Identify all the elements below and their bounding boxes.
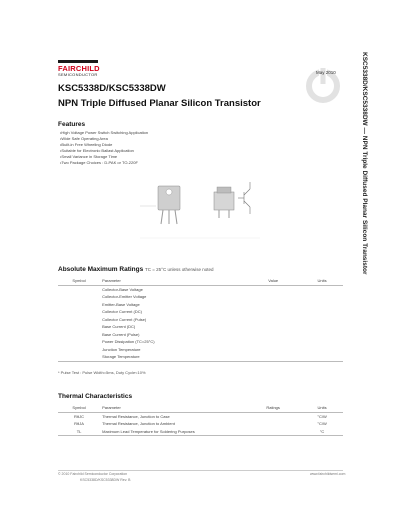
col-units: Units: [301, 277, 343, 285]
table-row: [58, 353, 343, 361]
cell-symbol: RθJC: [74, 413, 85, 419]
feature-item: • Two Package Choices : D-PAK or TO-220F: [60, 160, 148, 166]
cell-parameter: Emitter-Base Voltage: [102, 301, 140, 307]
col-ratings: Ratings: [245, 404, 301, 412]
cell-parameter: Collector-Emitter Voltage: [102, 294, 147, 300]
cell-symbol: [58, 353, 100, 361]
to220f-package-icon: [158, 186, 180, 224]
table-row: [58, 331, 343, 339]
cell-rating: [245, 428, 301, 436]
cell-symbol: RθJA: [74, 421, 84, 427]
cell-value: [245, 308, 301, 316]
cell-units: [301, 301, 343, 309]
part-numbers: KSC5338D/KSC5338DW: [58, 83, 166, 94]
cell-value: [245, 301, 301, 309]
side-title-text: KSC5338D/KSC5338DW — NPN Triple Diffused Planar Silicon Transistor: [361, 52, 368, 275]
cell-value: [245, 338, 301, 346]
table-header-row: [58, 277, 343, 285]
cell-units: [301, 285, 343, 293]
cell-units: [301, 293, 343, 301]
table-header-row: [58, 404, 343, 412]
table-row: [58, 420, 343, 428]
logo-bar: [58, 60, 98, 63]
cell-rating: [245, 420, 301, 428]
cell-units: [301, 308, 343, 316]
table-row: [58, 316, 343, 324]
abs-max-footnote: * Pulse Test : Pulse Width=5ms, Duty Cycle<10%: [58, 370, 146, 375]
logo-subtitle: SEMICONDUCTOR: [58, 72, 98, 77]
features-heading: Features: [58, 121, 86, 128]
table-row: [58, 323, 343, 331]
table-row: [58, 285, 343, 293]
table-row: [58, 301, 343, 309]
cell-value: [245, 331, 301, 339]
col-units: Units: [301, 404, 343, 412]
col-symbol: Symbol: [58, 277, 100, 285]
cell-units: °C: [301, 428, 343, 436]
cell-symbol: [58, 331, 100, 339]
cell-symbol: [58, 285, 100, 293]
dpak-package-icon: [214, 187, 234, 218]
cell-units: [301, 353, 343, 361]
cell-symbol: [58, 308, 100, 316]
abs-max-title: Absolute Maximum Ratings: [58, 266, 144, 273]
footer-revision: KSC5338D/KSC5338DW Rev. B: [80, 478, 131, 482]
features-list: [60, 130, 148, 166]
table-row: [58, 293, 343, 301]
npn-schematic-icon: [238, 182, 250, 214]
table-row: [58, 308, 343, 316]
col-value: Value: [245, 277, 301, 285]
feature-item: • Suitable for Electronic Ballast Application: [60, 148, 148, 154]
cell-symbol: TL: [58, 428, 100, 436]
cell-units: [301, 316, 343, 324]
abs-max-heading: [58, 266, 214, 273]
document-title: NPN Triple Diffused Planar Silicon Transistor: [58, 98, 261, 109]
cell-units: °C/W: [317, 413, 327, 419]
cell-value: [245, 316, 301, 324]
feature-item: • Built-in Free Wheeling Diode: [60, 142, 148, 148]
cell-parameter: Thermal Resistance, Junction to Ambient: [102, 421, 175, 427]
cell-parameter: Collector Current (DC): [102, 309, 142, 315]
release-date: May 2010: [316, 70, 336, 75]
cell-value: [245, 353, 301, 361]
feature-item: • High Voltage Power Switch Switching Application: [60, 130, 148, 136]
cell-symbol: [58, 323, 100, 331]
cell-parameter: Base Current (DC): [102, 324, 136, 330]
cell-symbol: [58, 338, 100, 346]
cell-parameter: Storage Temperature: [100, 353, 245, 361]
cell-parameter: Collector Current (Pulse): [102, 316, 147, 322]
table-row: [58, 428, 343, 436]
cell-units: [301, 338, 343, 346]
cell-units: [301, 331, 343, 339]
cell-units: [301, 323, 343, 331]
cell-units: [301, 346, 343, 354]
feature-item: • Wide Safe Operating Area: [60, 136, 148, 142]
abs-max-table: [58, 277, 343, 362]
thermal-heading: Thermal Characteristics: [58, 393, 133, 400]
thermal-table: [58, 404, 343, 436]
feature-item: • Small Variance in Storage Time: [60, 154, 148, 160]
abs-max-note: TC = 25°C unless otherwise noted: [145, 267, 214, 272]
cell-symbol: [58, 293, 100, 301]
cell-symbol: [58, 301, 100, 309]
cell-value: [245, 323, 301, 331]
col-parameter: Parameter: [100, 277, 245, 285]
cell-value: [245, 293, 301, 301]
col-symbol: Symbol: [58, 404, 100, 412]
package-drawings: [130, 178, 270, 250]
cell-parameter: Maximum Lead Temperature for Soldering Purposes: [100, 428, 245, 436]
side-title: [355, 52, 369, 352]
cell-units: °C/W: [317, 421, 327, 427]
cell-parameter: Thermal Resistance, Junction to Case: [102, 413, 170, 419]
cell-value: [245, 346, 301, 354]
cell-parameter: Power Dissipation (TC=25°C): [102, 339, 155, 345]
table-row: [58, 412, 343, 420]
footer-copyright: © 2010 Fairchild Semiconductor Corporation: [58, 472, 128, 476]
cell-parameter: Junction Temperature: [102, 346, 141, 352]
cell-symbol: [58, 316, 100, 324]
logo-name: FAIRCHILD: [58, 64, 100, 73]
table-row: [58, 346, 343, 354]
cell-rating: [245, 412, 301, 420]
table-row: [58, 338, 343, 346]
cell-parameter: Base Current (Pulse): [102, 331, 140, 337]
col-parameter: Parameter: [100, 404, 245, 412]
cell-value: [245, 285, 301, 293]
cell-symbol: [58, 346, 100, 354]
footer-website-link[interactable]: www.fairchildsemi.com: [310, 472, 346, 476]
footer-rule: [58, 470, 343, 471]
cell-parameter: Collector-Base Voltage: [102, 286, 143, 292]
